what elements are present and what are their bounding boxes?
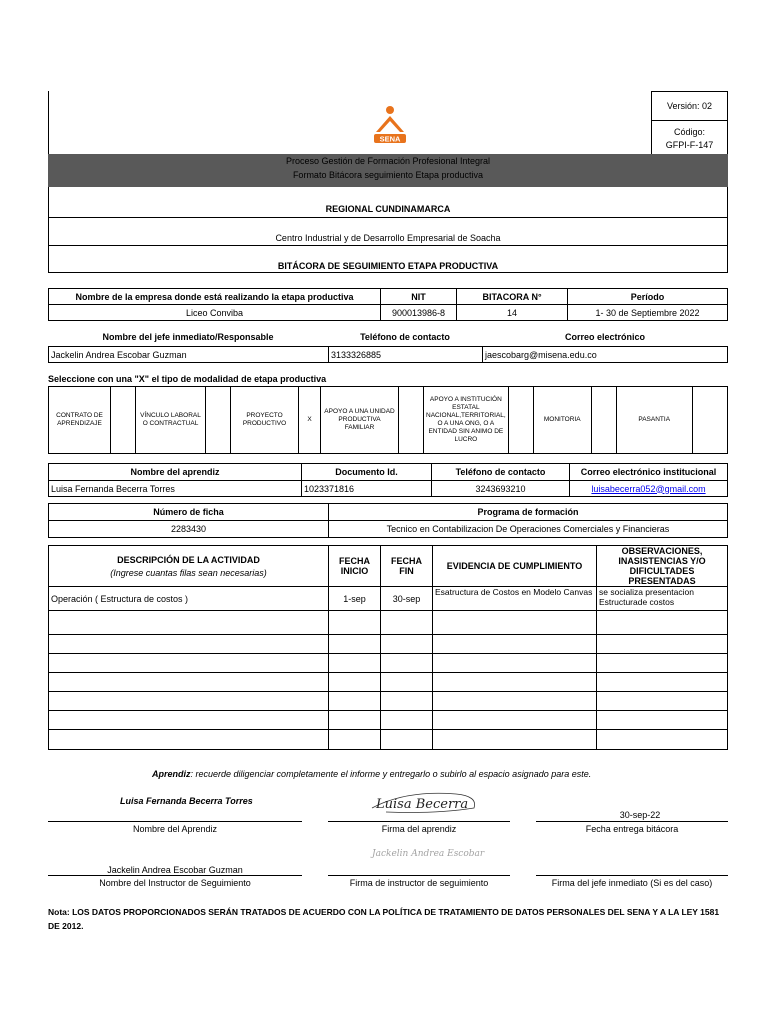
table-row: [49, 673, 728, 692]
program-label: Programa de formación: [329, 504, 728, 521]
table-row: [49, 635, 728, 654]
period-label: Período: [568, 289, 728, 305]
modality-proyecto-mark[interactable]: X: [299, 387, 321, 454]
apprentice-signed-name: Luisa Fernanda Becerra Torres: [120, 796, 253, 806]
reminder-text: [152, 769, 752, 781]
modality-apoyo-institucion-box[interactable]: [508, 387, 533, 454]
boss-name-label: Nombre del jefe inmediato/Responsable: [102, 332, 274, 342]
sign-instructor-label: Firma de instructor de seguimiento: [349, 878, 489, 888]
table-row: [49, 711, 728, 730]
boss-phone-label: Teléfono de contacto: [360, 332, 450, 342]
modality-vinculo: VÍNCULO LABORAL O CONTRACTUAL: [136, 387, 206, 454]
code-box: [651, 120, 728, 155]
sign-apprentice-label: Firma del aprendiz: [381, 824, 457, 834]
delivery-date: 30-sep-22: [619, 810, 661, 820]
reminder-rest: : recuerde diligenciar completamente el informe y entregarlo o subirlo al espacio asignado para este.: [190, 769, 592, 779]
apprentice-email-label: Correo electrónico institucional: [570, 464, 728, 481]
ficha-label: Número de ficha: [49, 504, 329, 521]
reminder-bold: Aprendiz: [152, 769, 191, 779]
desc-label: DESCRIPCIÓN DE LA ACTIVIDAD: [117, 554, 260, 565]
table-row: [49, 587, 728, 611]
modality-pasantia: PASANTIA: [616, 387, 692, 454]
row-start: 1-sep: [329, 587, 381, 611]
modality-prompt: Seleccione con una "X" el tipo de modalidad de etapa productiva: [48, 374, 327, 384]
apprentice-email-link[interactable]: luisabecerra052@gmail.com: [591, 483, 706, 494]
program-value: Tecnico en Contabilizacion De Operaciones Comerciales y Financieras: [329, 521, 728, 538]
instructor-signature: [370, 838, 485, 864]
boss-phone: 3133326885: [329, 347, 483, 363]
row-evidence: Esatructura de Costos en Modelo Canvas: [433, 587, 597, 611]
delivery-label: Fecha entrega bitácora: [585, 824, 679, 834]
svg-text:SENA: SENA: [379, 134, 401, 144]
start-label: FECHA INICIO: [329, 546, 381, 587]
nit-label: NIT: [381, 289, 457, 305]
instructor-label: Nombre del Instructor de Seguimiento: [99, 878, 251, 888]
bitacora-value: 14: [457, 305, 568, 321]
format-title: Formato Bitácora seguimiento Etapa productiva: [292, 170, 484, 180]
table-row: [49, 730, 728, 750]
modality-proyecto: PROYECTO PRODUCTIVO: [231, 387, 299, 454]
process-title: Proceso Gestión de Formación Profesional Integral: [285, 156, 491, 166]
code-value: GFPI-F-147: [665, 140, 714, 150]
modality-table: [48, 386, 728, 454]
desc-sub: (Ingrese cuantas filas sean necesarias): [110, 567, 267, 578]
program-table: [48, 503, 728, 538]
modality-apoyo-familiar: APOYO A UNA UNIDAD PRODUCTIVA FAMILIAR: [321, 387, 399, 454]
svg-text:Luisa Becerra: Luisa Becerra: [376, 797, 469, 812]
apprentice-name: Luisa Fernanda Becerra Torres: [49, 481, 302, 497]
evidence-label: EVIDENCIA DE CUMPLIMIENTO: [433, 546, 597, 587]
period-value: 1- 30 de Septiembre 2022: [568, 305, 728, 321]
row-end: 30-sep: [381, 587, 433, 611]
end-label: FECHA FIN: [381, 546, 433, 587]
company-table: [48, 288, 728, 321]
sign-boss-label: Firma del jefe inmediato (Si es del caso): [551, 878, 713, 888]
boss-email-label: Correo electrónico: [564, 332, 646, 342]
modality-apoyo-institucion: APOYO A INSTITUCIÓN ESTATAL NACIONAL,TERRITORIAL, O A UNA ONG, O A ENTIDAD SIN ANIMO DE LUCRO: [424, 387, 509, 454]
apprentice-doc: 1023371816: [302, 481, 432, 497]
table-row: [49, 611, 728, 635]
obs-label: OBSERVACIONES, INASISTENCIAS Y/O DIFICULTADES PRESENTADAS: [597, 546, 728, 587]
version-box: [651, 91, 728, 121]
process-band: [48, 154, 728, 187]
company-name: Liceo Conviba: [49, 305, 381, 321]
apprentice-signature: [366, 786, 486, 816]
code-label: Código:: [673, 127, 706, 137]
privacy-note: Nota: LOS DATOS PROPORCIONADOS SERÁN TRATADOS DE ACUERDO CON LA POLÍTICA DE TRATAMIENTO DE DATOS PERSONALES DEL SENA Y A LA LEY 1581 DE 2012.: [48, 907, 720, 931]
table-row: [49, 692, 728, 711]
boss-email: jaescobarg@misena.edu.co: [483, 347, 728, 363]
boss-table: [48, 346, 728, 363]
modality-pasantia-box[interactable]: [692, 387, 727, 454]
apprentice-doc-label: Documento Id.: [302, 464, 432, 481]
nit-value: 900013986-8: [381, 305, 457, 321]
sena-logo: [370, 104, 410, 150]
company-name-label: Nombre de la empresa donde está realizando la etapa productiva: [49, 289, 381, 305]
svg-text:Jackelin Andrea Escobar: Jackelin Andrea Escobar: [372, 849, 485, 859]
activities-table: [48, 545, 728, 750]
regional-label: REGIONAL CUNDINAMARCA: [325, 204, 451, 214]
modality-monitoria-box[interactable]: [591, 387, 616, 454]
name-apprentice-label: Nombre del Aprendiz: [132, 824, 218, 834]
center-label: Centro Industrial y de Desarrollo Empresarial de Soacha: [275, 233, 501, 243]
apprentice-table: [48, 463, 728, 497]
modality-contrato: CONTRATO DE APRENDIZAJE: [49, 387, 111, 454]
boss-name: Jackelin Andrea Escobar Guzman: [49, 347, 329, 363]
doc-title: BITÁCORA DE SEGUIMIENTO ETAPA PRODUCTIVA: [277, 261, 499, 271]
apprentice-name-label: Nombre del aprendiz: [49, 464, 302, 481]
bitacora-label: BITACORA N°: [457, 289, 568, 305]
modality-contrato-box[interactable]: [111, 387, 136, 454]
modality-vinculo-box[interactable]: [206, 387, 231, 454]
apprentice-phone-label: Teléfono de contacto: [432, 464, 570, 481]
instructor-name: Jackelin Andrea Escobar Guzman: [107, 865, 243, 875]
table-row: [49, 654, 728, 673]
row-desc: Operación ( Estructura de costos ): [49, 587, 329, 611]
version-text: Versión: 02: [666, 101, 713, 111]
ficha-value: 2283430: [49, 521, 329, 538]
apprentice-phone: 3243693210: [432, 481, 570, 497]
modality-monitoria: MONITORIA: [533, 387, 591, 454]
row-obs: se socializa presentacion Estructurade costos: [597, 587, 728, 611]
modality-apoyo-familiar-box[interactable]: [399, 387, 424, 454]
